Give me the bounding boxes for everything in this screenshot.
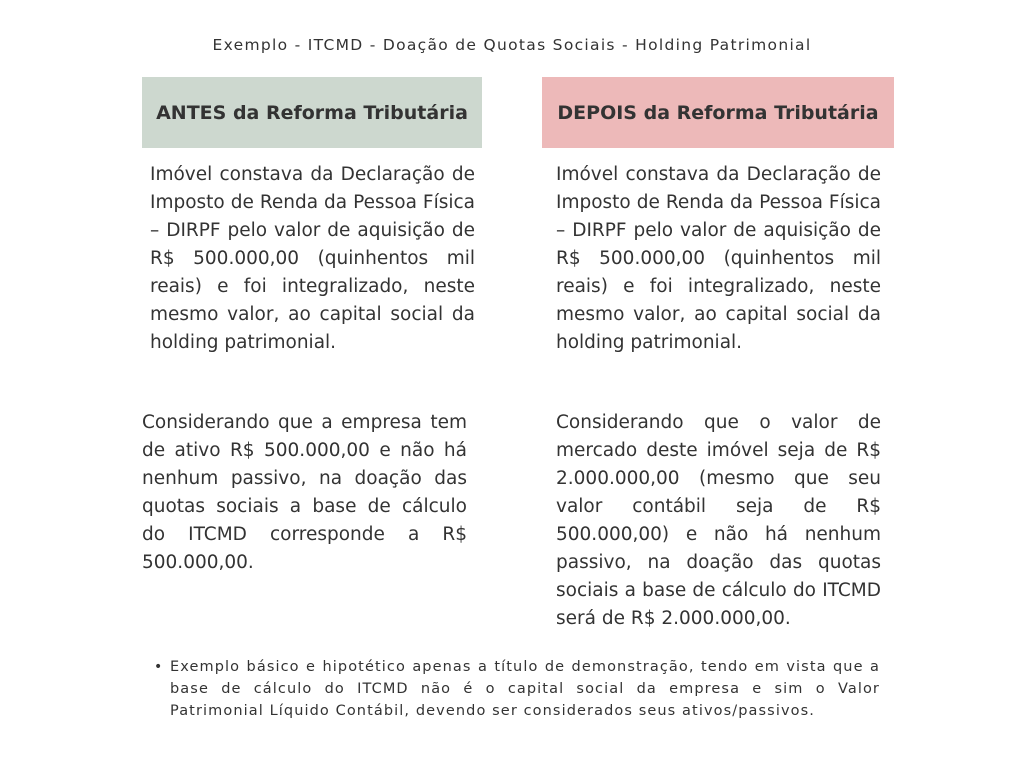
footnote-list	[154, 656, 880, 722]
before-reform-header	[142, 77, 482, 148]
before-reform-header-label: ANTES da Reforma Tributária	[156, 101, 468, 124]
footnote-item	[154, 656, 880, 722]
page-title: Exemplo - ITCMD - Doação de Quotas Sociais - Holding Patrimonial	[212, 36, 812, 54]
after-reform-header-label: DEPOIS da Reforma Tributária	[557, 101, 879, 124]
bullet-icon: •	[154, 659, 164, 675]
after-reform-paragraph-2: Considerando que o valor de mercado deste imóvel seja de R$ 2.000.000,00 (mesmo que seu valor contábil seja de R$ 500.000,00) e não há nenhum passivo, na doação das quotas sociais a base de cálculo do ITCMD será de R$ 2.000.000,00.	[556, 412, 881, 629]
footnote-text: Exemplo básico e hipotético apenas a título de demonstração, tendo em vista que a base de cálculo do ITCMD não é o capital social da empresa e sim o Valor Patrimonial Líquido Contábil, devendo ser considerados seus ativos/passivos.	[170, 659, 880, 719]
after-reform-paragraph-1: Imóvel constava da Declaração de Imposto de Renda da Pessoa Física – DIRPF pelo valor de aquisição de R$ 500.000,00 (quinhentos mil reais) e foi integralizado, neste mesmo valor, ao capital social da holding patrimonial.	[556, 164, 881, 353]
after-reform-header	[542, 77, 894, 148]
before-reform-paragraph-2: Considerando que a empresa tem de ativo R$ 500.000,00 e não há nenhum passivo, na doação das quotas sociais a base de cálculo do ITCMD corresponde a R$ 500.000,00.	[142, 412, 467, 573]
before-reform-paragraph-1: Imóvel constava da Declaração de Imposto de Renda da Pessoa Física – DIRPF pelo valor de aquisição de R$ 500.000,00 (quinhentos mil reais) e foi integralizado, neste mesmo valor, ao capital social da holding patrimonial.	[150, 164, 475, 353]
